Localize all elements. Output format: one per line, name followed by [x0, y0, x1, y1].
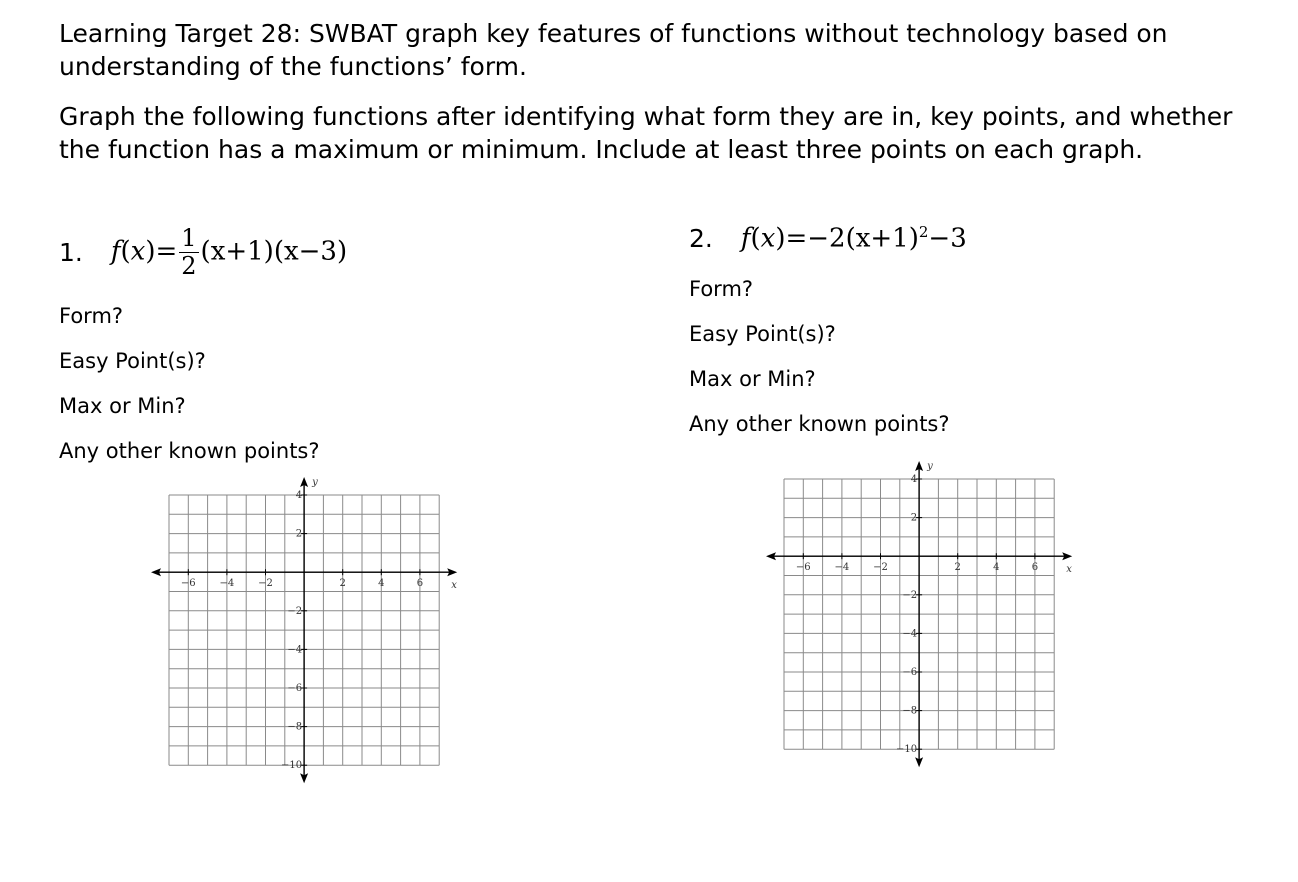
y-tick-label: −2	[902, 589, 918, 601]
y-axis-label: y	[312, 477, 318, 488]
y-tick-label: −8	[287, 721, 303, 733]
problem-2-easy-points-question: Easy Point(s)?	[689, 322, 836, 346]
problem-2-equation: $f(x)=-2(x+1)^2-3$	[740, 222, 967, 254]
y-tick-label: −8	[902, 705, 918, 717]
problem-1-easy-points-question: Easy Point(s)?	[59, 349, 206, 373]
y-tick-label: −6	[287, 683, 303, 694]
problem-1-equation: f(x)= $\frac{1}{2}$ (x+1)(x−3)	[110, 223, 348, 280]
problem-2-max-min-question: Max or Min?	[689, 367, 816, 391]
problem-2-other-points-question: Any other known points?	[689, 412, 950, 436]
x-tick-label: 2	[339, 578, 346, 590]
learning-target: Learning Target 28: SWBAT graph key features of functions without technology based on understanding of the functions’ form.	[59, 19, 1168, 81]
x-axis-label: x	[1066, 564, 1072, 576]
x-tick-label: 2	[954, 562, 961, 574]
x-tick-label: −4	[219, 578, 235, 590]
problem-2-form-question: Form?	[689, 277, 754, 301]
y-tick-label: 4	[910, 474, 918, 485]
y-tick-label: 4	[295, 490, 303, 501]
x-tick-label: 4	[378, 578, 385, 590]
problem-1-max-min-question: Max or Min?	[59, 394, 186, 418]
x-tick-label: −2	[873, 562, 888, 574]
y-tick-label: −4	[287, 644, 303, 656]
problem-1-heading	[59, 222, 347, 282]
x-tick-label: −2	[258, 578, 273, 590]
y-tick-label: 2	[295, 528, 303, 540]
instructions: Graph the following functions after identifying what form they are in, key points, and whether the function has a maximum or minimum. Include at least three points on each graph.	[59, 102, 1233, 164]
problem-1-number: 1.	[59, 237, 83, 267]
problem-2-number: 2.	[689, 223, 713, 253]
problem-1-form-question: Form?	[59, 304, 124, 328]
x-tick-label: 6	[1031, 562, 1039, 574]
problem-1-graph-grid[interactable]	[145, 472, 465, 787]
problem-2-heading	[689, 220, 967, 256]
x-axis-label: x	[451, 580, 457, 592]
problem-2-graph-grid[interactable]	[760, 456, 1080, 771]
x-tick-label: 6	[416, 578, 424, 590]
x-tick-label: 4	[993, 562, 1000, 574]
y-tick-label: −4	[902, 628, 918, 640]
y-tick-label: −10	[895, 744, 918, 756]
x-tick-label: −6	[795, 562, 811, 574]
y-tick-label: 2	[910, 512, 918, 524]
fraction: $\frac{1}{2}$	[181, 223, 197, 280]
problem-1-other-points-question: Any other known points?	[59, 439, 320, 463]
x-tick-label: −4	[834, 562, 850, 574]
x-tick-label: −6	[180, 578, 196, 590]
y-tick-label: −6	[902, 667, 918, 678]
y-tick-label: −2	[287, 605, 303, 617]
y-axis-label: y	[927, 461, 933, 472]
y-tick-label: −10	[280, 760, 303, 772]
